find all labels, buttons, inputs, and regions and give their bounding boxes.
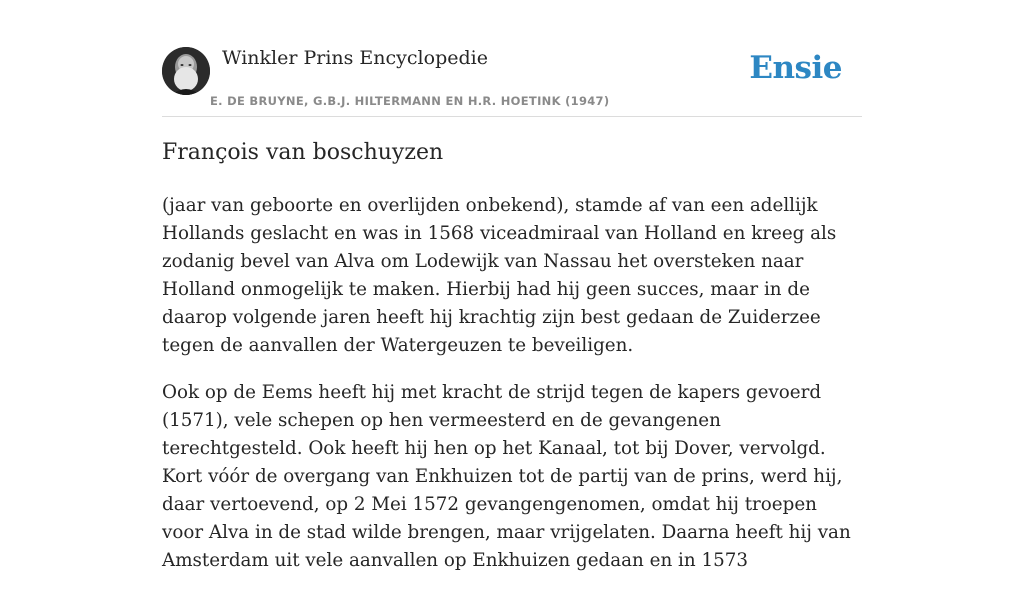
author-avatar[interactable] — [162, 47, 210, 95]
publication-header — [162, 0, 862, 117]
publication-authors: E. DE BRUYNE, G.B.J. HILTERMANN EN H.R. HOETINK (1947) — [210, 94, 610, 108]
article-paragraph: Ook op de Eems heeft hij met kracht de strijd tegen de kapers gevoerd (1571), vele schepen op hen vermeesterd en de gevangenen terechtgesteld. Ook heeft hij hen op het Kanaal, tot bij Dover, vervolgd. Kort vóór de overgang van Enkhuizen tot de partij van de prins, werd hij, daar vertoevend, op 2 Mei 1572 gevangengenomen, omdat hij troepen voor Alva in de stad wilde brengen, maar vrijgelaten. Daarna heeft hij van Amsterdam uit vele aanvallen op Enkhuizen gedaan en in 1573 — [162, 382, 851, 571]
article-paragraph: (jaar van geboorte en overlijden onbekend), stamde af van een adellijk Hollands geslacht en was in 1568 viceadmiraal van Holland en kreeg als zodanig bevel van Alva om Lodewijk van Nassau het oversteken naar Holland onmogelijk te maken. Hierbij had hij geen succes, maar in de daarop volgende jaren heeft hij krachtig zijn best gedaan de Zuiderzee tegen de aanvallen der Watergeuzen te beveiligen. — [162, 195, 837, 356]
publication-title[interactable]: Winkler Prins Encyclopedie — [222, 47, 488, 69]
ensie-logo-link[interactable]: Ensie — [749, 50, 842, 86]
article-title: François van boschuyzen — [162, 140, 444, 165]
author-portrait-icon — [162, 47, 210, 95]
page-container — [162, 0, 862, 571]
article-body — [162, 192, 862, 594]
